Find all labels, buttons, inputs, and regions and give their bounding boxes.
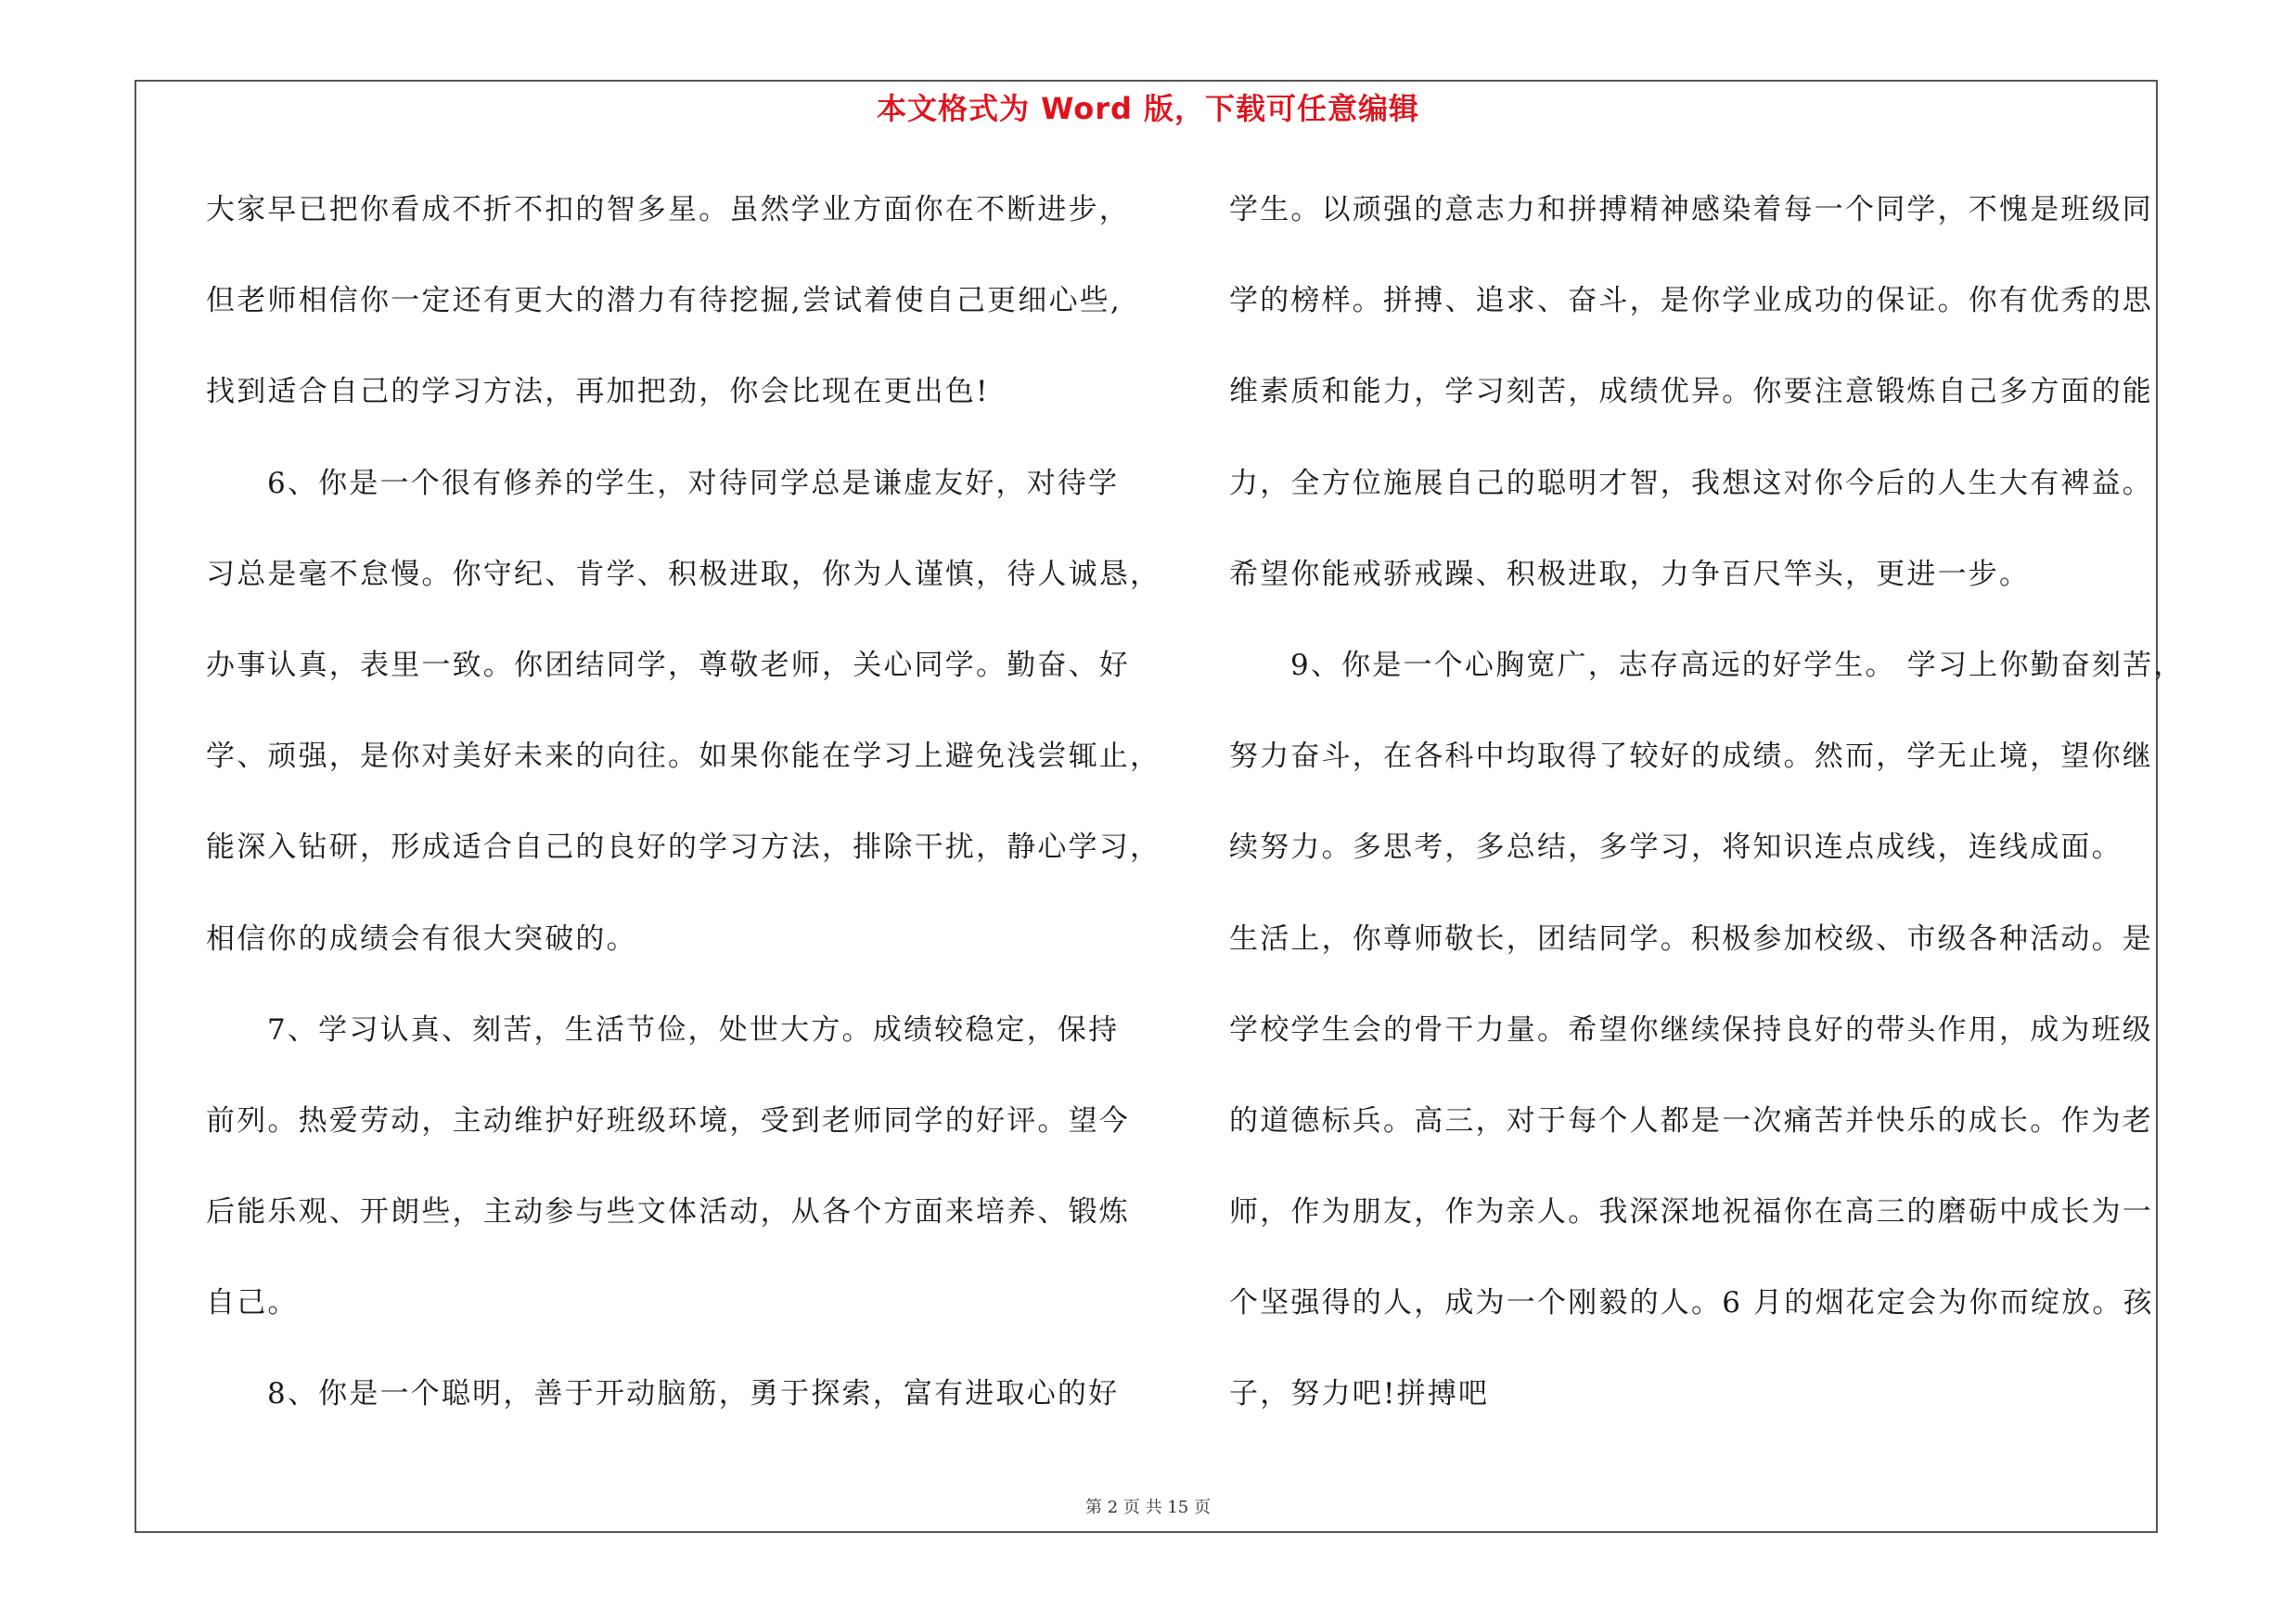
text-line: 努力奋斗，在各科中均取得了较好的成绩。然而，学无止境，望你继 bbox=[1229, 740, 2153, 774]
text-line: 6、你是一个很有修养的学生，对待同学总是谦虚友好，对待学 bbox=[267, 466, 1120, 500]
text-line: 后能乐观、开朗些，主动参与些文体活动，从各个方面来培养、锻炼 bbox=[206, 1195, 1130, 1230]
text-line: 学的榜样。拼搏、追求、奋斗，是你学业成功的保证。你有优秀的思 bbox=[1229, 284, 2153, 318]
text-line: 但老师相信你一定还有更大的潜力有待挖掘,尝试着使自己更细心些, bbox=[206, 284, 1122, 318]
text-line: 9、你是一个心胸宽广，志存高远的好学生。 学习上你勤奋刻苦， bbox=[1290, 648, 2185, 682]
right-text-column bbox=[1229, 182, 2185, 1458]
text-line: 能深入钻研，形成适合自己的良好的学习方法，排除干扰，静心学习， bbox=[206, 831, 1161, 865]
text-line: 学、顽强，是你对美好未来的向往。如果你能在学习上避免浅尝辄止， bbox=[206, 740, 1161, 774]
text-line: 的道德标兵。高三，对于每个人都是一次痛苦并快乐的成长。作为老 bbox=[1229, 1103, 2153, 1138]
text-line: 维素质和能力，学习刻苦，成绩优异。你要注意锻炼自己多方面的能 bbox=[1229, 375, 2153, 409]
format-banner: 本文格式为 Word 版，下载可任意编辑 bbox=[876, 91, 1420, 126]
text-line: 找到适合自己的学习方法，再加把劲，你会比现在更出色! bbox=[206, 375, 990, 409]
text-line: 希望你能戒骄戒躁、积极进取，力争百尺竿头，更进一步。 bbox=[1229, 557, 2031, 591]
text-line: 相信你的成绩会有很大突破的。 bbox=[206, 921, 637, 956]
text-line: 师，作为朋友，作为亲人。我深深地祝福你在高三的磨砺中成长为一 bbox=[1229, 1195, 2153, 1230]
text-line: 办事认真，表里一致。你团结同学，尊敬老师，关心同学。勤奋、好 bbox=[206, 648, 1130, 682]
text-line: 前列。热爱劳动，主动维护好班级环境，受到老师同学的好评。望今 bbox=[206, 1103, 1130, 1138]
text-line: 个坚强得的人，成为一个刚毅的人。6 月的烟花定会为你而绽放。孩 bbox=[1229, 1286, 2154, 1320]
text-line: 生活上，你尊师敬长，团结同学。积极参加校级、市级各种活动。是 bbox=[1229, 921, 2153, 956]
text-line: 学校学生会的骨干力量。希望你继续保持良好的带头作用，成为班级 bbox=[1229, 1012, 2153, 1047]
text-line: 子，努力吧!拼搏吧 bbox=[1229, 1377, 1490, 1411]
text-line: 自己。 bbox=[206, 1286, 299, 1320]
left-text-column bbox=[206, 182, 1189, 1458]
text-line: 7、学习认真、刻苦，生活节俭，处世大方。成绩较稳定，保持 bbox=[267, 1012, 1120, 1047]
page-number-footer: 第 2 页 共 15 页 bbox=[1085, 1498, 1211, 1517]
text-line: 习总是毫不怠慢。你守纪、肯学、积极进取，你为人谨慎，待人诚恳， bbox=[206, 557, 1161, 591]
text-line: 续努力。多思考，多总结，多学习，将知识连点成线，连线成面。 bbox=[1229, 831, 2123, 865]
text-line: 学生。以顽强的意志力和拼搏精神感染着每一个同学，不愧是班级同 bbox=[1229, 193, 2153, 226]
text-line: 大家早已把你看成不折不扣的智多星。虽然学业方面你在不断进步， bbox=[206, 193, 1130, 226]
text-line: 力，全方位施展自己的聪明才智，我想这对你今后的人生大有裨益。 bbox=[1229, 466, 2153, 500]
text-line: 8、你是一个聪明，善于开动脑筋，勇于探索，富有进取心的好 bbox=[267, 1377, 1120, 1411]
